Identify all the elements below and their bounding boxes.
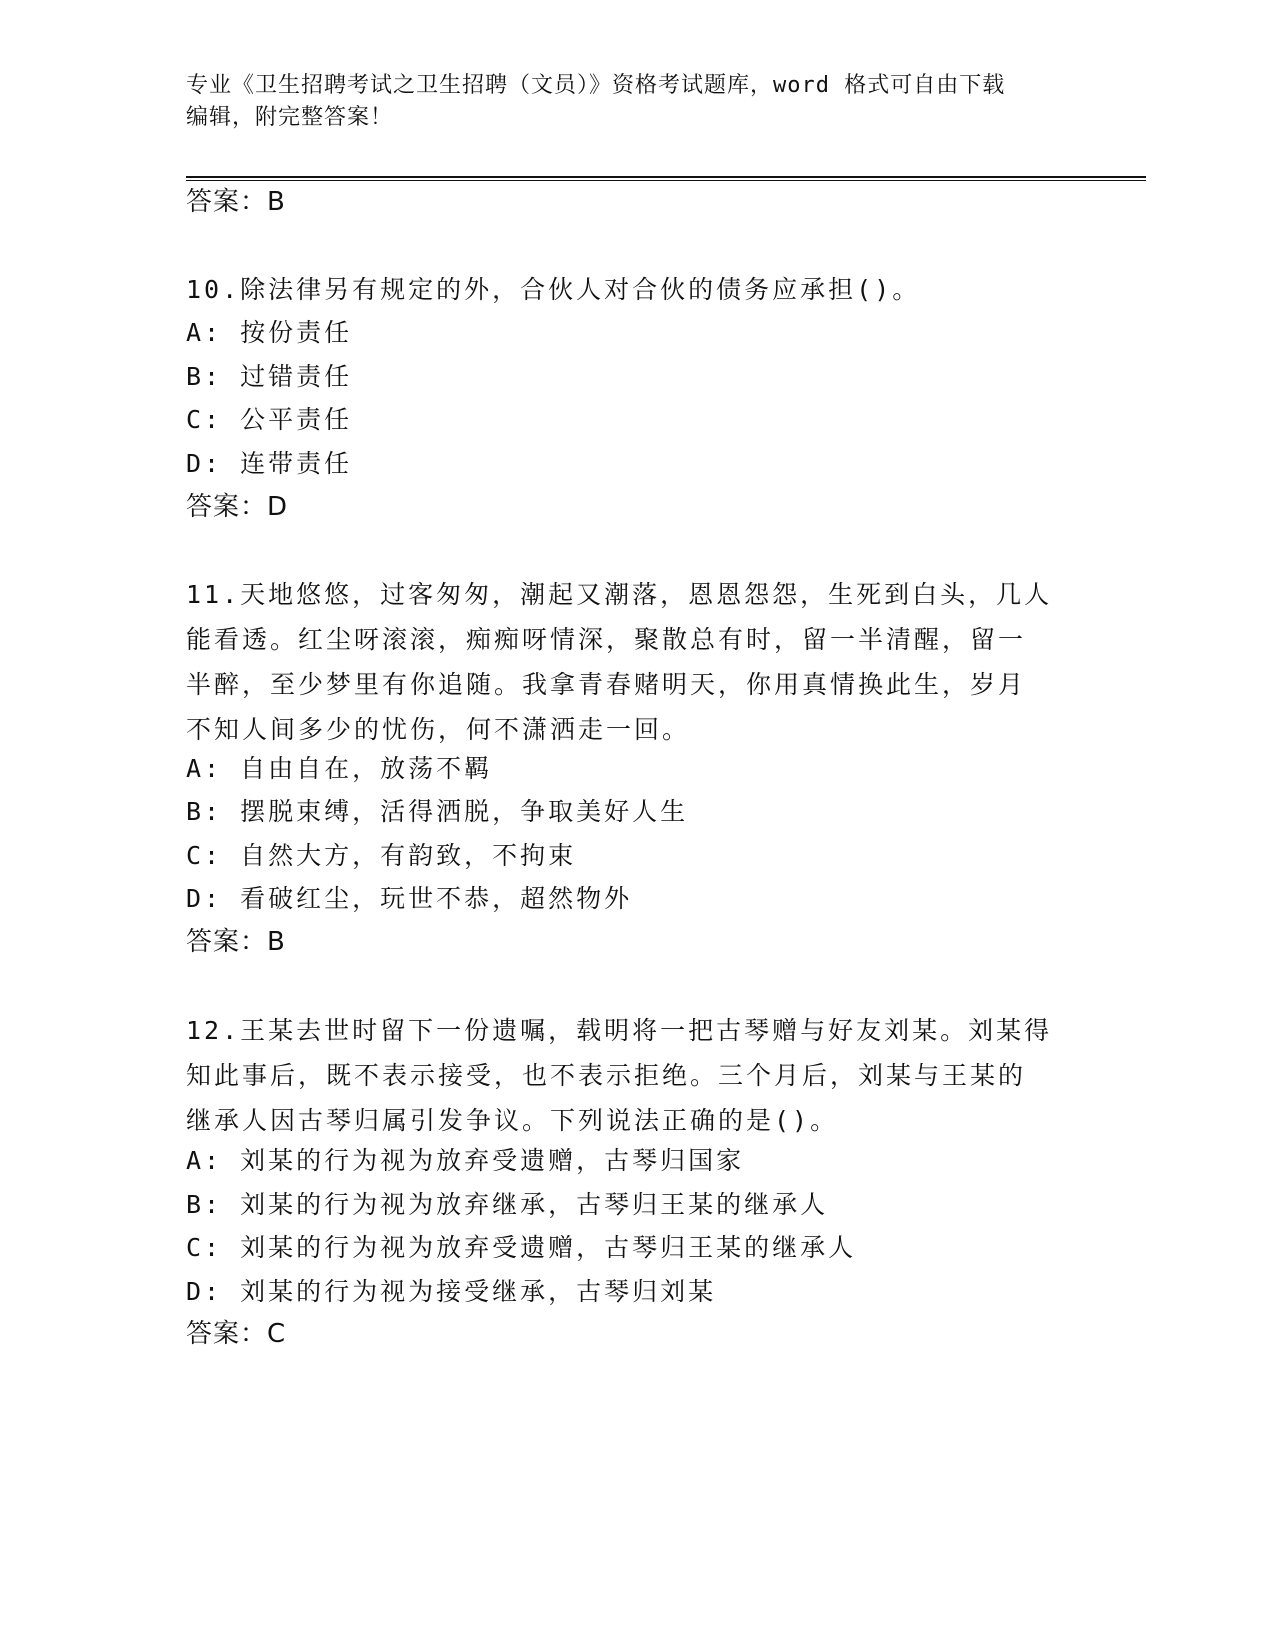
option-d: D: 刘某的行为视为接受继承，古琴归刘某 [186,1277,717,1306]
question-stem-line: 11.天地悠悠，过客匆匆，潮起又潮落，恩恩怨怨，生死到白头，几人 [186,580,1053,609]
question-stem-line: 半醉，至少梦里有你追随。我拿青春赌明天，你用真情换此生，岁月 [186,670,1027,699]
option-a: A: 自由自在，放荡不羁 [186,754,493,783]
question-stem-line: 能看透。红尘呀滚滚，痴痴呀情深，聚散总有时，留一半清醒，留一 [186,625,1027,654]
option-d: D: 看破红尘，玩世不恭，超然物外 [186,884,633,913]
option-a: A: 刘某的行为视为放弃受遗赠，古琴归国家 [186,1146,745,1175]
question-stem-line: 10.除法律另有规定的外，合伙人对合伙的债务应承担()。 [186,275,921,304]
question-stem [186,572,1066,752]
previous-answer: 答案：B [186,187,286,217]
option-c: C: 公平责任 [186,405,353,434]
question-stem [186,267,1066,312]
option-d: D: 连带责任 [186,449,353,478]
option-a: A: 按份责任 [186,318,353,347]
question-stem-line: 知此事后，既不表示接受，也不表示拒绝。三个月后，刘某与王某的 [186,1061,1027,1090]
document-page [186,0,1146,1650]
question-stem-line: 12.王某去世时留下一份遗嘱，载明将一把古琴赠与好友刘某。刘某得 [186,1016,1053,1045]
header-line-1: 专业《卫生招聘考试之卫生招聘（文员）》资格考试题库，word 格式可自由下载 [186,73,1006,98]
option-b: B: 过错责任 [186,362,353,391]
question-stem-line: 继承人因古琴归属引发争议。下列说法正确的是()。 [186,1106,839,1135]
option-c: C: 自然大方，有韵致，不拘束 [186,841,577,870]
question-stem [186,1008,1066,1143]
answer: 答案：B [186,927,286,957]
question-stem-line: 不知人间多少的忧伤，何不潇洒走一回。 [186,715,691,744]
header-divider [186,176,1146,181]
option-b: B: 刘某的行为视为放弃继承，古琴归王某的继承人 [186,1190,829,1219]
header-line-2: 编辑，附完整答案！ [186,105,394,130]
option-c: C: 刘某的行为视为放弃受遗赠，古琴归王某的继承人 [186,1233,857,1262]
answer: 答案：C [186,1319,287,1349]
page-header [186,70,1086,134]
answer: 答案：D [186,492,289,522]
option-b: B: 摆脱束缚，活得洒脱，争取美好人生 [186,797,689,826]
